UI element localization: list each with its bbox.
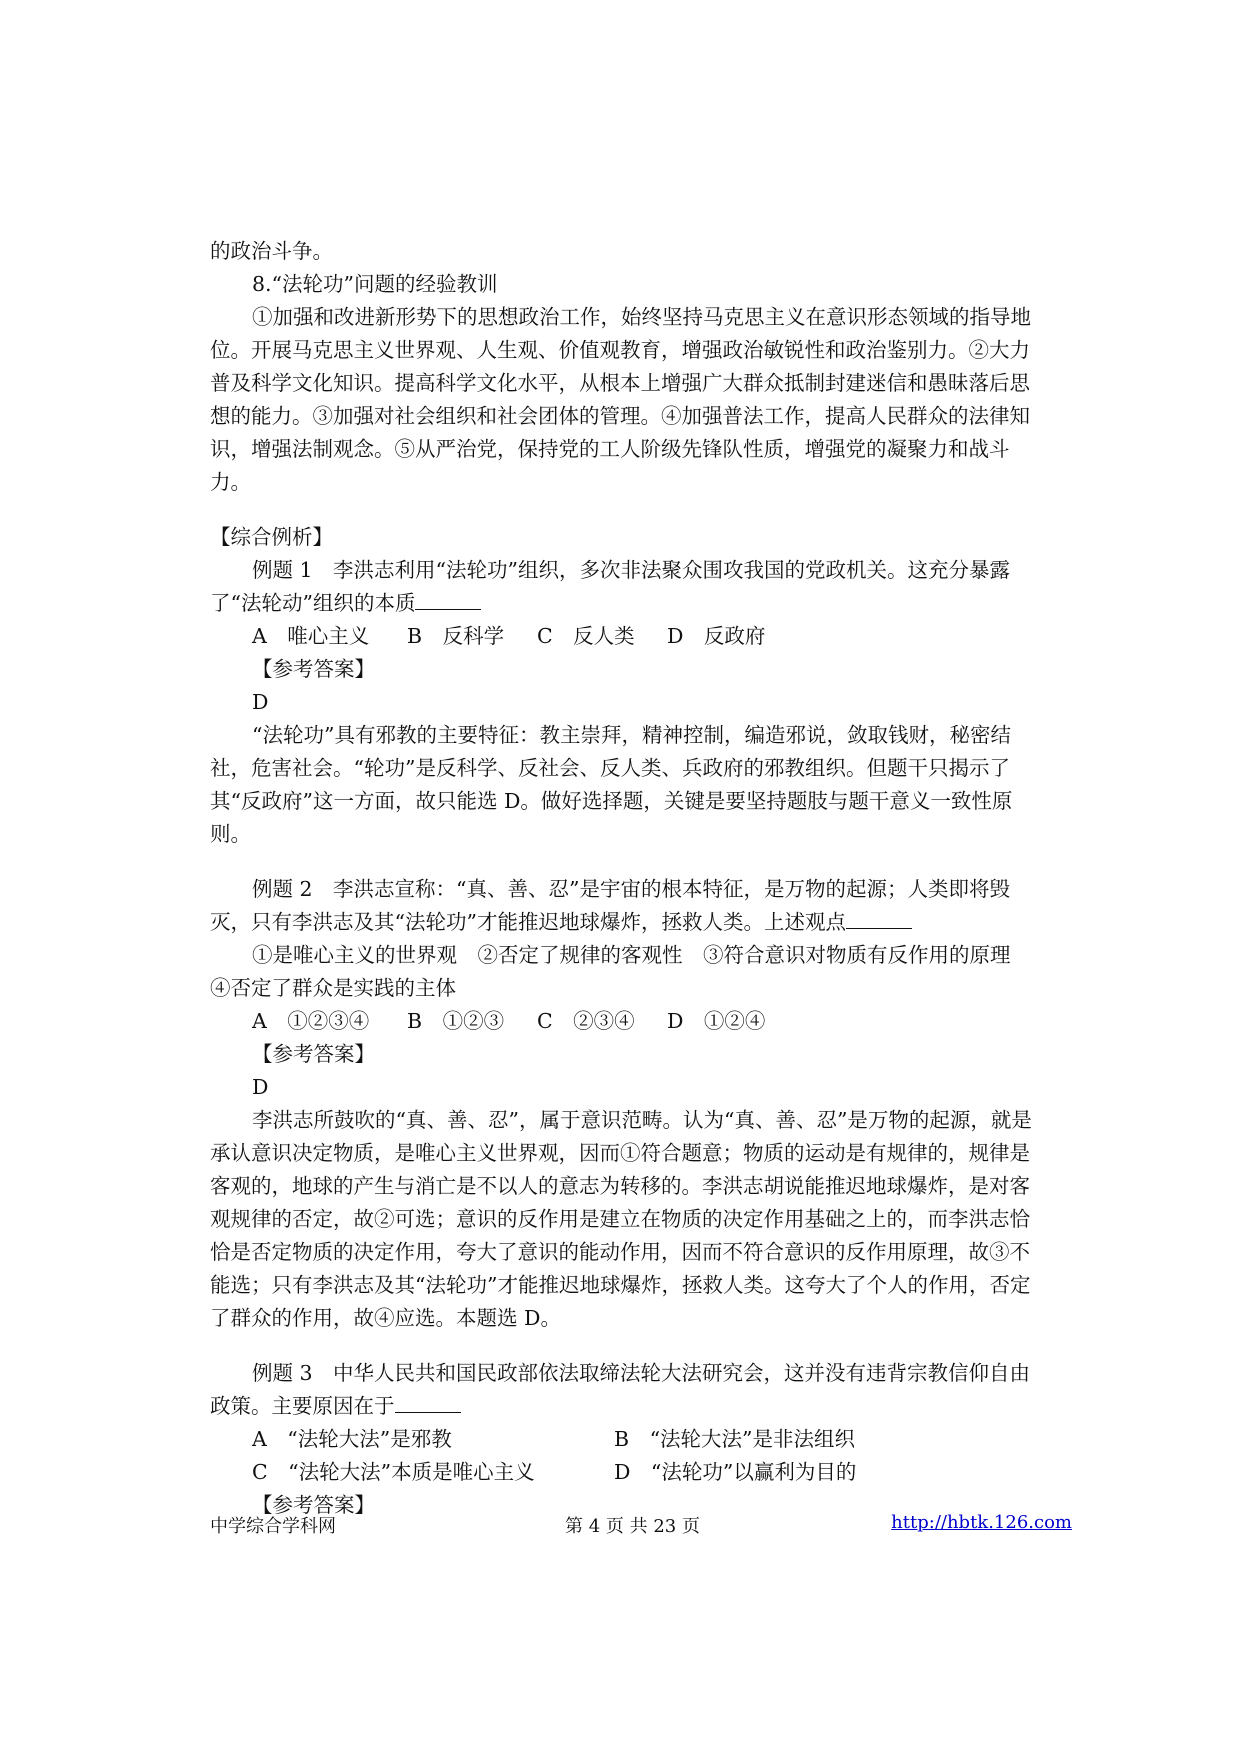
example1-explanation: “法轮功”具有邪教的主要特征：教主崇拜，精神控制，编造邪说，敛取钱财，秘密结社，危害社会。“轮功”是反科学、反社会、反人类、兵政府的邪教组织。但题干只揭示了其“反政府”这一方面，故只能选 D。做好选择题，关键是要坚持题肢与题干意义一致性原则。 bbox=[210, 723, 1013, 846]
document-body bbox=[210, 235, 1032, 1522]
option-a: A 唯心主义 bbox=[252, 624, 370, 648]
footer-url-link[interactable]: http://hbtk.126.com bbox=[891, 1512, 1072, 1533]
option-d: D ①②④ bbox=[667, 1009, 766, 1033]
answer-blank bbox=[395, 1392, 461, 1413]
example3-options-row2 bbox=[252, 1456, 1032, 1489]
section-heading: 【综合例析】 bbox=[210, 525, 333, 549]
example1-answer-label: 【参考答案】 bbox=[252, 657, 375, 681]
example1-question: 例题 1 李洪志利用“法轮功”组织，多次非法聚众围攻我国的党政机关。这充分暴露了“法轮动”组织的本质 bbox=[210, 558, 1011, 615]
option-c: C ②③④ bbox=[537, 1009, 635, 1033]
example1-answer: D bbox=[252, 690, 269, 714]
example2-explanation: 李洪志所鼓吹的“真、善、忍”，属于意识范畴。认为“真、善、忍”是万物的起源，就是承认意识决定物质，是唯心主义世界观，因而①符合题意；物质的运动是有规律的，规律是客观的，地球的产生与消亡是不以人的意志为转移的。李洪志胡说能推迟地球爆炸，是对客观规律的否定，故②可选；意识的反作用是建立在物质的决定作用基础之上的，而李洪志恰恰是否定物质的决定作用，夸大了意识的能动作用，因而不符合意识的反作用原理，故③不能选；只有李洪志及其“法轮功”才能推迟地球爆炸，拯救人类。这夸大了个人的作用，否定了群众的作用，故④应选。本题选 D。 bbox=[210, 1108, 1032, 1330]
example2-question: 例题 2 李洪志宣称：“真、善、忍”是宇宙的根本特征，是万物的起源；人类即将毁灭，只有李洪志及其“法轮功”才能推迟地球爆炸，拯救人类。上述观点 bbox=[210, 877, 1011, 934]
example3-question: 例题 3 中华人民共和国民政部依法取缔法轮大法研究会，这并没有违背宗教信仰自由政策。主要原因在于 bbox=[210, 1361, 1031, 1418]
paragraph-continuation: 的政治斗争。 bbox=[210, 239, 333, 263]
example2-answer-label: 【参考答案】 bbox=[252, 1042, 375, 1066]
example3-options-row1 bbox=[252, 1423, 1032, 1456]
option-a: A ①②③④ bbox=[252, 1009, 370, 1033]
option-c: C “法轮大法”本质是唯心主义 bbox=[252, 1460, 535, 1484]
option-d: D 反政府 bbox=[667, 624, 766, 648]
option-c: C 反人类 bbox=[537, 624, 635, 648]
answer-blank bbox=[846, 908, 912, 929]
option-b: B ①②③ bbox=[407, 1009, 505, 1033]
example3-answer-label: 【参考答案】 bbox=[252, 1493, 375, 1517]
footer-page-number: 第 4 页 共 23 页 bbox=[565, 1516, 700, 1537]
paragraph-lessons: ①加强和改进新形势下的思想政治工作，始终坚持马克思主义在意识形态领域的指导地位。开展马克思主义世界观、人生观、价值观教育，增强政治敏锐性和政治鉴别力。②大力普及科学文化知识。提高科学文化水平，从根本上增强广大群众抵制封建迷信和愚昧落后思想的能力。③加强对社会组织和社会团体的管理。④加强普法工作，提高人民群众的法律知识，增强法制观念。⑤从严治党，保持党的工人阶级先锋队性质，增强党的凝聚力和战斗力。 bbox=[210, 305, 1031, 494]
example1-options bbox=[252, 620, 1032, 653]
option-b: B 反科学 bbox=[407, 624, 505, 648]
example2-statements: ①是唯心主义的世界观 ②否定了规律的客观性 ③符合意识对物质有反作用的原理 ④否定了群众是实践的主体 bbox=[210, 943, 1031, 1000]
example2-options bbox=[252, 1005, 1032, 1038]
option-a: A “法轮大法”是邪教 bbox=[252, 1427, 452, 1451]
answer-blank bbox=[415, 589, 481, 610]
section-title-lessons: 8.“法轮功”问题的经验教训 bbox=[252, 272, 498, 296]
example2-answer: D bbox=[252, 1075, 269, 1099]
option-b: B “法轮大法”是非法组织 bbox=[614, 1427, 856, 1451]
footer-site-name: 中学综合学科网 bbox=[210, 1516, 336, 1537]
option-d: D “法轮功”以赢利为目的 bbox=[614, 1460, 857, 1484]
